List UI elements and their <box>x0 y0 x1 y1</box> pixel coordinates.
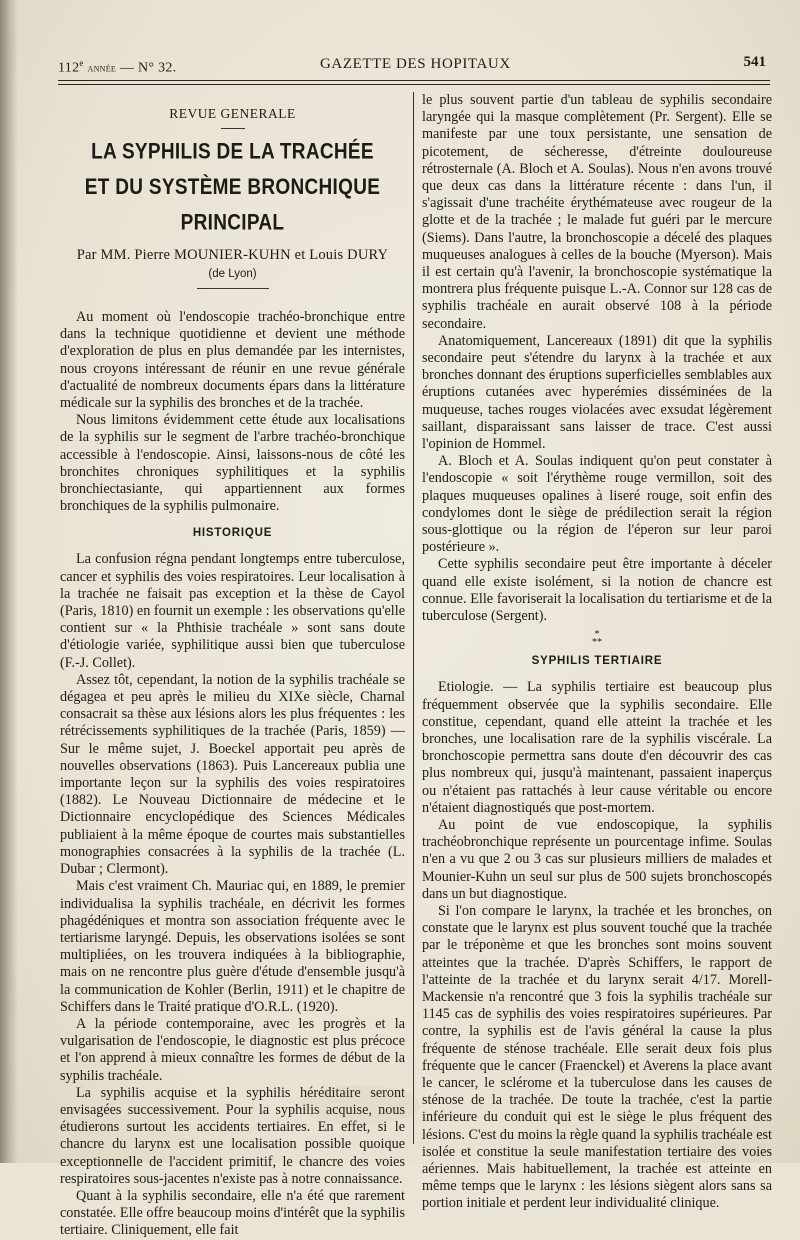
issue-info <box>58 58 177 77</box>
page-number: 541 <box>743 54 766 70</box>
left-column <box>60 96 405 1240</box>
running-header <box>58 52 770 76</box>
historique-paragraph: Assez tôt, cependant, la notion de la syphilis trachéale se dégagea et peu après le milieu du XIXe siècle, Charnal consacrait sa thèse aux lésions alors les plus fréquentes : les rétrécissements syphilitiques de la trachée (Paris, 1859) — Sur le même sujet, J. Boeckel apportait peu après de nouvelles observations (1863). Puis Lancereaux publia une importante leçon sur la syphilis des voies respiratoires (1882). Le Nouveau Dictionnaire de médecine et le Dictionnaire encyclopédique des Sciences Médicales publiaient à la même époque de courtes mais substantielles monographies consacrées à la syphilis de la trachée (L. Dubar ; Clermont). <box>60 671 405 878</box>
tertiaire-paragraph: Etiologie. — La syphilis tertiaire est beaucoup plus fréquemment observée que la syphilis secondaire. Elle constitue, cependant, quand elle atteint la trachée et les bronches, une localisation rare de la syphilis viscérale. La bronchoscopie permettra sans doute d'en découvrir des cas plus nombreux qui, jusqu'à maintenant, passaient inaperçus ou n'étaient pas rattachés à leur cause véritable ou encore n'étaient diagnostiqués que post-mortem. <box>422 679 772 816</box>
secondaire-paragraph: A. Bloch et A. Soulas indiquent qu'on peut constater à l'endoscopie « soit l'érythème rouge vermillon, soit des plaques muqueuses opalines à liseré rouge, soit enfin des condylomes dont le siège de prédilection serait la région sous-glottique ou la région de l'éperon sur leur paroi postérieure ». <box>422 453 772 556</box>
intro-paragraph: Nous limitons évidemment cette étude aux localisations de la syphilis sur le segment de l'arbre trachéo-bronchique accessible à l'endoscopie. Ainsi, laissons-nous de côté les bronchites chroniques syphilitiques et la syphilis bronchiectasiante, qui appartiennent aux formes bronchiques de la syphilis pulmonaire. <box>60 412 405 515</box>
title-rule <box>197 288 269 289</box>
year-number: 112 <box>58 60 80 76</box>
historique-paragraph: Mais c'est vraiment Ch. Mauriac qui, en 1889, le premier individualisa la syphilis trachéale, en décrivit les formes phagédéniques et montra son association fréquente avec le tertiarisme laryngé. Depuis, les observations isolées se sont multipliées, on les trouvera indiquées à la bibliographie, mais on ne rencontre plus guère d'étude d'ensemble jusqu'à la communication de Kohler (Berlin, 1911) et le chapitre de Schiffers dans le Traité pratique d'O.R.L. (1920). <box>60 878 405 1015</box>
author-affiliation: (de Lyon) <box>208 268 257 280</box>
article-authors: Par MM. Pierre MOUNIER-KUHN et Louis DURY <box>76 247 389 263</box>
secondaire-paragraph: le plus souvent partie d'un tableau de syphilis secondaire laryngée qui la masque complètement (Pr. Sergent). Elle se manifeste par une toux persistante, une sensation de picotement, de sécheresse, d'étreinte douloureuse rétrosternale (A. Bloch et A. Soulas). Nous n'en avons trouvé que deux cas dans la littérature récente : dans l'un, il s'agissait d'une trachéite érythémateuse avec rougeur de la glotte et de la trachée ; le malade fut guéri par le mercure (Siems). Dans l'autre, la bronchoscopie a décelé des plaques muqueuses analogues à celles de la bouche (Myerson). Mais il est certain qu'à l'avenir, la bronchoscopie systématique la montrera plus fréquente puisque L.-A. Connor sur 128 cas de syphilis trachéale en aurait observé 108 à la période secondaire. <box>422 92 772 332</box>
historique-paragraph: A la période contemporaine, avec les progrès et la vulgarisation de l'endoscopie, le diagnostic est plus précoce et l'on apprend à mieux connaître les formes de début de la syphilis trachéale. <box>60 1015 405 1084</box>
title-line-1: LA SYPHILIS DE LA TRACHÉE <box>91 139 374 165</box>
journal-name: GAZETTE DES HOPITAUX <box>320 56 511 72</box>
year-word: année <box>87 62 117 75</box>
historique-heading: HISTORIQUE <box>192 527 273 540</box>
historique-paragraph: Quant à la syphilis secondaire, elle n'a été que rarement constatée. Elle offre beaucoup moins d'intérêt que la syphilis tertiaire. Cliniquement, elle fait <box>60 1187 405 1239</box>
asterism: * ** <box>592 629 602 649</box>
tertiaire-paragraph: Si l'on compare le larynx, la trachée et les bronches, on constate que le larynx est plus souvent touché que la trachée par le tréponème et que les bronches sont moins souvent atteintes que la trachée. D'après Schiffers, le rapport de l'atteinte de la trachée et du larynx serait 4/17. Morell-Mackensie n'a rencontré que 3 fois la syphilis trachéale sur 1145 cas de syphilis des voies respiratoires supérieures. Par contre, la syphilis est de l'avis général la cause la plus fréquente de sténose trachéale. Elle serait deux fois plus fréquente que le cancer (Fraenckel) et Averens la place avant le cancer, le sclérome et la tuberculose dans les causes de sténose de la trachée. De toute la trachée, c'est la partie inférieure du conduit qui est le siège le plus fréquent des lésions. C'est du moins la règle quand la syphilis trachéale est isolée et constitue la seule manifestation tertiaire des voies aériennes. Mais habituellement, la trachée est atteinte en même temps que le larynx : les lésions siègent alors sans sa portion initiale et perdent leur individualité clinique. <box>422 902 772 1212</box>
intro-paragraph: Au moment où l'endoscopie trachéo-bronchique entre dans la technique quotidienne et devient une méthode d'exploration de plus en plus demandée par les internistes, nous croyons intéressant de réunir en une revue générale d'actualité de nombreux documents épars dans la littérature médicale sur la syphilis des bronches et de la trachée. <box>60 309 405 412</box>
section-label: REVUE GENERALE <box>169 106 296 121</box>
right-column <box>422 92 772 1213</box>
historique-paragraph: La confusion régna pendant longtemps entre tuberculose, cancer et syphilis des voies respiratoires. Leur localisation à la trachée ne faisait pas exception et la thèse de Cayol (Paris, 1810) en fournit un exemple : les observations qu'elle contient sur « la Phthisie trachéale » sont sans doute d'étiologie variée, syphilitique aussi bien que tuberculose (F.-J. Collet). <box>60 551 405 671</box>
header-rule-thick <box>58 80 770 81</box>
title-line-2: ET DU SYSTÈME BRONCHIQUE PRINCIPAL <box>84 175 381 236</box>
historique-paragraph: La syphilis acquise et la syphilis héréditaire seront envisagées successivement. Pour la syphilis acquise, nous étudierons surtout les accidents tertiaires. En effet, si le chancre du larynx est une localisation possible quoique exceptionnelle de l'accident primitif, le chancre des voies respiratoires sous-jacentes n'existe pas à notre connaissance. <box>60 1084 405 1187</box>
paper-stain <box>300 1085 420 1125</box>
column-divider <box>413 92 414 1144</box>
issue-number: — N° 32. <box>119 60 177 76</box>
secondaire-paragraph: Cette syphilis secondaire peut être importante à déceler quand elle existe isolément, si la notion de chancre est connue. Elle favoriserait la localisation du tertiarisme et de la tuberculose (Sergent). <box>422 556 772 625</box>
binding-shadow <box>0 0 18 1163</box>
section-rule <box>221 128 245 129</box>
year-superscript: e <box>79 58 84 68</box>
article-title <box>60 135 405 241</box>
tertiaire-heading: SYPHILIS TERTIAIRE <box>531 655 663 668</box>
secondaire-paragraph: Anatomiquement, Lancereaux (1891) dit que la syphilis secondaire peut s'étendre du larynx à la trachée et aux bronches donnant des éruptions superficielles semblables aux éruptions cutanées avec hyperémies disséminées de la muqueuse, taches rouges violacées avec exsudat légèrement saillant, disparaissant sans laisser de trace. C'est aussi l'opinion de Hommel. <box>422 332 772 453</box>
header-rule-thin <box>58 84 770 85</box>
tertiaire-paragraph: Au point de vue endoscopique, la syphilis trachéobronchique représente un pourcentage infime. Soulas n'en a vu que 2 ou 3 cas sur plusieurs milliers de malades et Mounier-Kuhn un seul sur plus de 500 sujets bronchoscopés dans un but diagnostique. <box>422 816 772 902</box>
